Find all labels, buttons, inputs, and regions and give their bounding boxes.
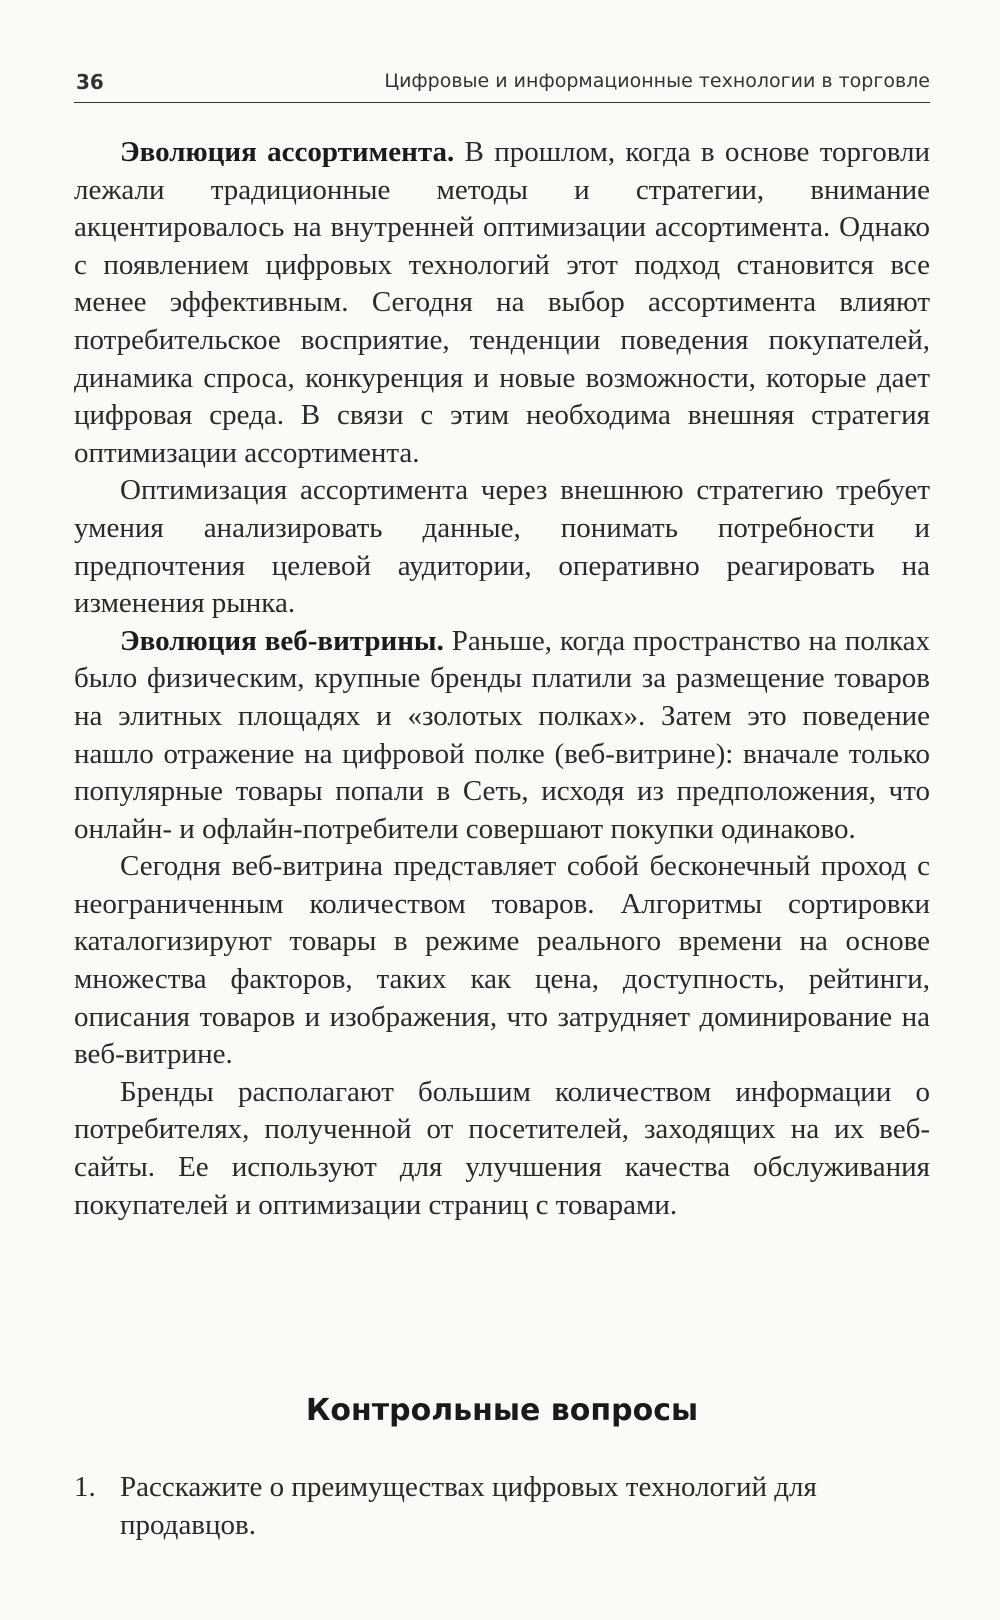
paragraph-text: Раньше, когда пространство на полках было физическим, крупные бренды платили за размещение товаров на элитных площадях и «золотых полках». Затем это поведение нашло отражение на цифровой полке (веб-витрине): вначале только популярные товары попали в Сеть, исходя из предположения, что онлайн- и офлайн-потребители совершают покупки одинаково. bbox=[74, 624, 930, 845]
paragraph-assortment-optimization bbox=[74, 472, 930, 622]
paragraph-lead: Эволюция ассортимента. bbox=[120, 136, 455, 168]
paragraph-brand-information bbox=[74, 1074, 930, 1224]
paragraph-text: В прошлом, когда в основе торговли лежали традиционные методы и стратегии, внимание акцентировалось на внутренней оптимизации ассортимента. Однако с появлением цифровых технологий этот подход становится все менее эффективным. Сегодня на выбор ассортимента влияют потребительское восприятие, тенденции поведения покупателей, динамика спроса, конкуренция и новые возможности, которые дает цифровая среда. В связи с этим необходима внешняя стратегия оптимизации ассортимента. bbox=[74, 136, 930, 469]
question-number: 1. bbox=[74, 1471, 96, 1503]
question-text: Расскажите о преимуществах цифровых технологий для продавцов. bbox=[120, 1471, 817, 1541]
question-list bbox=[74, 1469, 930, 1544]
section-heading: Контрольные вопросы bbox=[305, 1393, 699, 1428]
paragraph-text: Бренды располагают большим количеством информации о потребителях, полученной от посетителей, заходящих на их веб-сайты. Ее используют для улучшения качества обслуживания покупателей и оптимизации страниц с товарами. bbox=[74, 1075, 930, 1221]
paragraph-storefront-today bbox=[74, 848, 930, 1074]
paragraph-assortment-evolution bbox=[74, 134, 930, 472]
body-text bbox=[74, 134, 930, 1224]
paragraph-lead: Эволюция веб-витрины. bbox=[120, 624, 444, 657]
paragraph-text: Сегодня веб-витрина представляет собой бесконечный проход с неограниченным количеством товаров. Алгоритмы сортировки каталогизируют товары в режиме реального времени на основе множества факторов, таких как цена, доступность, рейтинги, описания товаров и изображения, что затрудняет доминирование на веб-витрине. bbox=[74, 850, 930, 1071]
running-title: Цифровые и информационные технологии в торговле bbox=[384, 70, 930, 92]
paragraph-storefront-evolution bbox=[74, 623, 930, 849]
page-number: 36 bbox=[76, 70, 104, 94]
running-head bbox=[74, 62, 930, 103]
paragraph-text: Оптимизация ассортимента через внешнюю стратегию требует умения анализировать данные, понимать потребности и предпочтения целевой аудитории, оперативно реагировать на изменения рынка. bbox=[74, 474, 930, 620]
list-item bbox=[74, 1469, 930, 1544]
